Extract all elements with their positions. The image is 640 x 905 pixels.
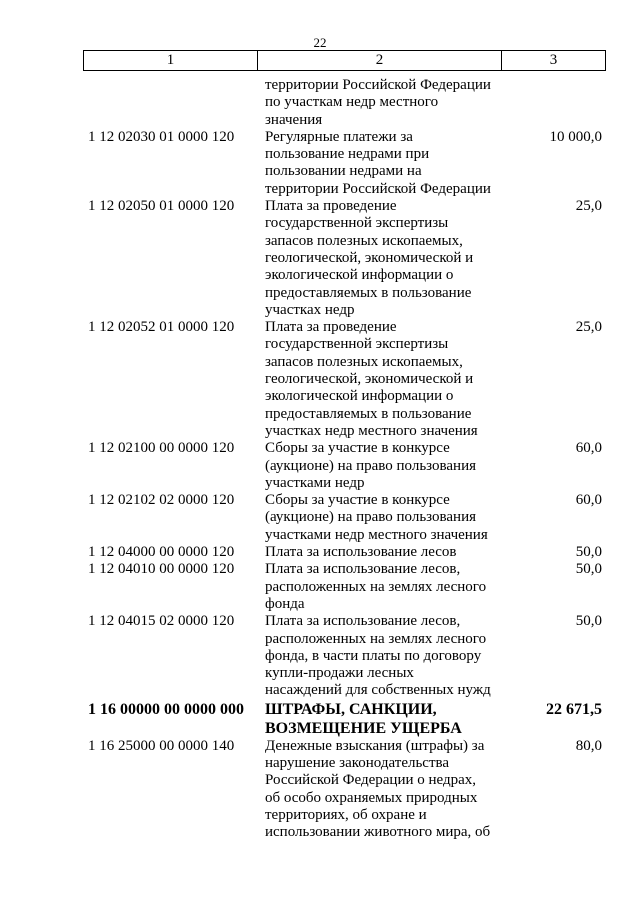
row-name (265, 738, 505, 842)
row-name-line: участками недр (265, 474, 365, 491)
table-body (0, 77, 640, 841)
row-name-line: Российской Федерации о недрах, (265, 772, 477, 789)
row-name-line: фонда (265, 595, 305, 612)
row-name-line: предоставляемых в пользование (265, 284, 472, 301)
row-name (265, 440, 505, 492)
row-name-line: насаждений для собственных нужд (265, 682, 491, 699)
row-name (265, 492, 505, 544)
row-amount: 25,0 (575, 198, 602, 215)
row-name-line: купли-продажи лесных (265, 665, 414, 682)
row-name-line: геологической, экономической и (265, 249, 474, 266)
table-row (0, 492, 640, 544)
row-name-line: геологической, экономической и (265, 371, 474, 388)
row-name (265, 319, 505, 440)
row-name-line: фонда, в части платы по договору (265, 647, 482, 664)
row-name-line: по участкам недр местного (265, 94, 439, 111)
row-code: 1 12 02100 00 0000 120 (88, 440, 235, 457)
row-name-line: значения (265, 111, 323, 128)
table-row (0, 77, 640, 129)
row-code: 1 12 02052 01 0000 120 (88, 319, 235, 336)
row-amount: 50,0 (575, 613, 602, 630)
table-row (0, 129, 640, 198)
row-name-line: Сборы за участие в конкурсе (265, 440, 450, 457)
row-name (265, 198, 505, 319)
row-name (265, 700, 505, 738)
row-name-line: ВОЗМЕЩЕНИЕ УЩЕРБА (265, 719, 462, 737)
row-name-line: запасов полезных ископаемых, (265, 232, 463, 249)
row-name (265, 129, 505, 198)
row-name-line: территориях, об охране и (265, 806, 427, 823)
header-column-1: 1 (84, 51, 258, 70)
row-name-line: участках недр местного значения (265, 422, 478, 439)
row-name (265, 544, 505, 561)
row-name-line: использовании животного мира, об (265, 824, 491, 841)
row-name-line: ШТРАФЫ, САНКЦИИ, (265, 700, 437, 718)
row-amount: 60,0 (575, 492, 602, 509)
row-name-line: предоставляемых в пользование (265, 405, 472, 422)
row-name (265, 77, 505, 129)
row-amount: 50,0 (575, 561, 602, 578)
row-name-line: Плата за проведение (265, 198, 397, 215)
table-header (83, 50, 606, 71)
row-code (0, 77, 262, 129)
header-column-2: 2 (258, 51, 502, 70)
row-code: 1 12 04010 00 0000 120 (88, 561, 235, 578)
row-name-line: пользовании недрами на (265, 163, 422, 180)
row-name-line: территории Российской Федерации (265, 180, 491, 197)
row-name-line: (аукционе) на право пользования (265, 457, 477, 474)
row-amount: 80,0 (575, 737, 602, 754)
row-name-line: расположенных на землях лесного (265, 630, 487, 647)
table-row (0, 198, 640, 319)
row-code: 1 12 02102 02 0000 120 (88, 492, 235, 509)
row-amount: 50,0 (575, 544, 602, 561)
page-number: 22 (313, 35, 327, 50)
row-name-line: территории Российской Федерации (265, 77, 491, 93)
row-name-line: экологической информации о (265, 267, 454, 284)
table-row (0, 700, 640, 738)
row-name-line: расположенных на землях лесного (265, 578, 487, 595)
row-code: 1 12 02030 01 0000 120 (88, 128, 235, 145)
row-name-line: государственной экспертизы (265, 215, 449, 232)
row-name-line: экологической информации о (265, 388, 454, 405)
table-row (0, 544, 640, 561)
table-row (0, 440, 640, 492)
row-name-line: (аукционе) на право пользования (265, 509, 477, 526)
row-code: 1 16 00000 00 0000 000 (88, 700, 244, 718)
row-code: 1 12 02050 01 0000 120 (88, 198, 235, 215)
row-name-line: нарушение законодательства (265, 754, 450, 771)
table-row (0, 561, 640, 613)
row-name-line: участках недр (265, 301, 355, 318)
table-row (0, 738, 640, 842)
row-name-line: запасов полезных ископаемых, (265, 353, 463, 370)
row-name-line: государственной экспертизы (265, 336, 449, 353)
row-name-line: Денежные взыскания (штрафы) за (265, 737, 485, 754)
row-name-line: об особо охраняемых природных (265, 789, 478, 806)
row-name-line: Плата за проведение (265, 319, 397, 336)
row-name-line: Плата за использование лесов, (265, 561, 461, 578)
row-name-line: Плата за использование лесов (265, 544, 457, 561)
table-row (0, 613, 640, 699)
row-name-line: Плата за использование лесов, (265, 613, 461, 630)
row-code: 1 12 04000 00 0000 120 (88, 544, 235, 561)
row-code: 1 16 25000 00 0000 140 (88, 737, 235, 754)
row-name (265, 613, 505, 699)
row-amount: 22 671,5 (546, 700, 602, 718)
header-column-3: 3 (549, 52, 558, 68)
row-name-line: участками недр местного значения (265, 526, 488, 543)
row-amount: 60,0 (575, 440, 602, 457)
row-name-line: пользование недрами при (265, 146, 430, 163)
row-name (265, 561, 505, 613)
row-amount: 10 000,0 (549, 128, 602, 145)
table-row (0, 319, 640, 440)
row-name-line: Сборы за участие в конкурсе (265, 492, 450, 509)
row-name-line: Регулярные платежи за (265, 128, 413, 145)
row-amount: 25,0 (575, 319, 602, 336)
row-code: 1 12 04015 02 0000 120 (88, 613, 235, 630)
